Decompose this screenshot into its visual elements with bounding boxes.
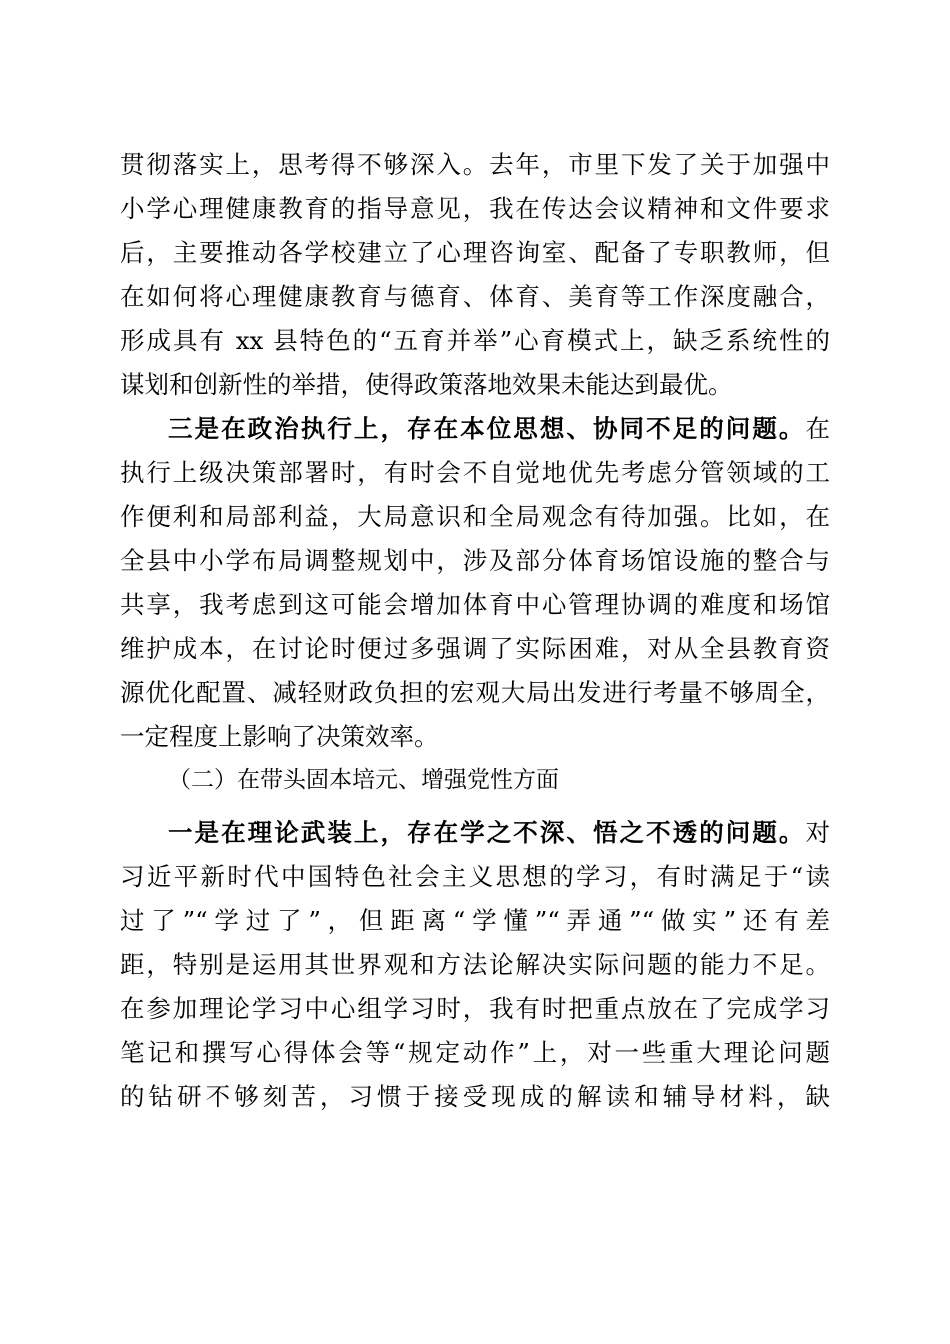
lead-tail-text: 对 — [805, 818, 830, 847]
section-heading: （二）在带头固本培元、增强党性方面 — [168, 767, 559, 793]
body-text-line: 在参加理论学习中心组学习时，我有时把重点放在了完成学习 — [120, 994, 830, 1023]
paragraph-first-line — [168, 818, 830, 848]
body-text-line: 的钻研不够刻苦，习惯于接受现成的解读和辅导材料，缺 — [120, 1082, 830, 1111]
bold-lead-sentence: 一是在理论武装上，存在学之不深、悟之不透的问题。 — [168, 818, 806, 847]
body-text-line: 源优化配置、减轻财政负担的宏观大局出发进行考量不够周全， — [120, 678, 830, 707]
body-text-line: 作便利和局部利益，大局意识和全局观念有待加强。比如，在 — [120, 502, 830, 531]
body-text-line: 后，主要推动各学校建立了心理咨询室、配备了专职教师，但 — [120, 238, 830, 267]
body-text-line: 形成具有 xx 县特色的“五育并举”心育模式上，缺乏系统性的 — [120, 326, 830, 355]
lead-tail-text: 在 — [805, 414, 830, 443]
body-text-line: 习近平新时代中国特色社会主义思想的学习，有时满足于“读 — [120, 862, 830, 891]
body-text-line: 执行上级决策部署时，有时会不自觉地优先考虑分管领域的工 — [120, 458, 830, 487]
body-text-line: 小学心理健康教育的指导意见，我在传达会议精神和文件要求 — [120, 194, 830, 223]
paragraph-first-line — [168, 414, 830, 444]
body-text-line: 过了”“学过了”，但距离“学懂”“弄通”“做实”还有差 — [120, 906, 830, 935]
bold-lead-sentence: 三是在政治执行上，存在本位思想、协同不足的问题。 — [168, 414, 806, 443]
body-text-line: 维护成本，在讨论时便过多强调了实际困难，对从全县教育资 — [120, 634, 830, 663]
body-text-line: 全县中小学布局调整规划中，涉及部分体育场馆设施的整合与 — [120, 546, 830, 575]
body-text-line: 谋划和创新性的举措，使得政策落地效果未能达到最优。 — [120, 370, 733, 399]
body-text-line: 笔记和撰写心得体会等“规定动作”上，对一些重大理论问题 — [120, 1038, 830, 1067]
body-text-line: 在如何将心理健康教育与德育、体育、美育等工作深度融合， — [120, 282, 830, 311]
body-text-line: 共享，我考虑到这可能会增加体育中心管理协调的难度和场馆 — [120, 590, 830, 619]
body-text-line: 贯彻落实上，思考得不够深入。去年，市里下发了关于加强中 — [120, 150, 830, 179]
body-text-line: 一定程度上影响了决策效率。 — [120, 722, 439, 751]
body-text-line: 距，特别是运用其世界观和方法论解决实际问题的能力不足。 — [120, 950, 830, 979]
